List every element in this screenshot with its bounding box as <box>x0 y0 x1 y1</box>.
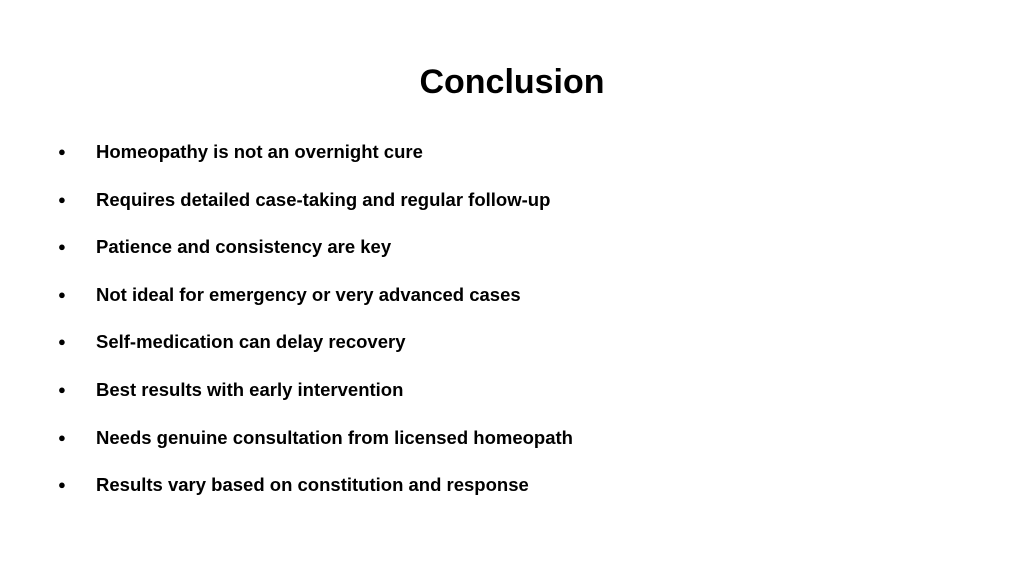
bullet-dot-icon: ● <box>58 144 66 159</box>
bullet-dot-icon: ● <box>58 191 66 207</box>
bullet-text: Not ideal for emergency or very advanced cases <box>96 283 521 305</box>
bullet-text: Best results with early intervention <box>96 378 404 400</box>
bullet-dot-icon: ● <box>58 477 66 493</box>
bullet-text: Requires detailed case-taking and regular follow-up <box>96 188 551 210</box>
bullet-item <box>58 233 573 281</box>
bullet-text: Homeopathy is not an overnight cure <box>96 141 423 162</box>
slide-title: Conclusion <box>419 63 605 101</box>
bullet-text: Patience and consistency are key <box>96 236 392 258</box>
bullet-dot-icon: ● <box>58 334 66 350</box>
bullet-item <box>58 138 573 186</box>
bullet-text: Self-medication can delay recovery <box>96 331 406 353</box>
bullet-list <box>58 138 573 519</box>
bullet-item <box>58 328 573 376</box>
bullet-text: Needs genuine consultation from licensed homeopath <box>96 426 573 448</box>
bullet-item <box>58 424 573 472</box>
bullet-item <box>58 471 573 519</box>
bullet-item <box>58 186 573 234</box>
bullet-item <box>58 376 573 424</box>
bullet-item <box>58 281 573 329</box>
bullet-text: Results vary based on constitution and response <box>96 474 529 496</box>
bullet-dot-icon: ● <box>58 239 66 255</box>
bullet-dot-icon: ● <box>58 429 66 445</box>
bullet-dot-icon: ● <box>58 381 66 397</box>
bullet-dot-icon: ● <box>58 286 66 302</box>
